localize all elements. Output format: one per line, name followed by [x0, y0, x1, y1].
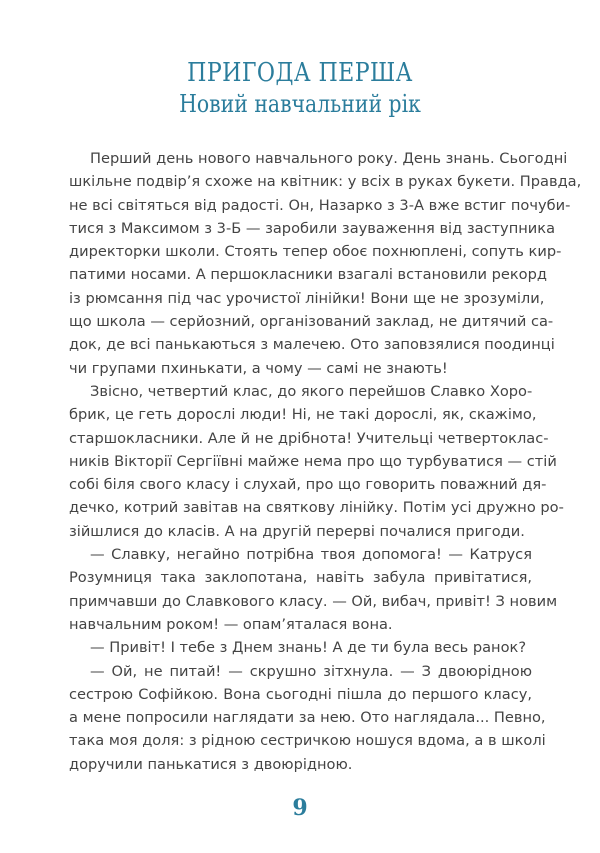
- paragraph: [69, 147, 582, 380]
- text-line: із рюмсання під час урочистої лінійки! Вони ще не зрозуміли,: [69, 289, 545, 307]
- body-text: [69, 147, 582, 776]
- text-line: зійшлися до класів. А на другій перерві почалися пригоди.: [69, 522, 525, 540]
- text-line: дечко, котрий завітав на святкову лінійку. Потім усі дружно ро-: [69, 499, 564, 517]
- text-line: — Привіт! І тебе з Днем знань! А де ти була весь ранок?: [90, 639, 527, 657]
- paragraph: [69, 636, 532, 659]
- chapter-subtitle: Новий навчальний рік: [179, 90, 421, 118]
- text-line: тися з Максимом з 3-Б — заробили зауваження від заступника: [69, 219, 556, 237]
- text-line: директорки школи. Стоять тепер обоє похнюплені, сопуть кир-: [69, 243, 562, 261]
- text-line: брик, це геть дорослі люди! Ні, не такі дорослі, як, скажімо,: [69, 406, 537, 424]
- text-line: — Ой, не питай! — скрушно зітхнула. — З двоюрідною: [90, 662, 532, 680]
- text-line: не всі світяться від радості. Он, Назарко з 3-А вже встиг почуби-: [69, 196, 571, 214]
- text-line: Звісно, четвертий клас, до якого перейшов Славко Хоро-: [90, 382, 533, 400]
- text-line: що школа — серйозний, організований заклад, не дитячий са-: [69, 313, 554, 331]
- text-line: примчавши до Славкового класу. — Ой, вибач, привіт! З новим: [69, 592, 558, 610]
- text-line: доручили панькатися з двоюрідною.: [69, 755, 353, 773]
- text-line: чи групами пхинькати, а чому — самі не знають!: [69, 359, 448, 377]
- paragraph: [69, 543, 558, 636]
- paragraph: [69, 660, 546, 776]
- text-line: така моя доля: з рідною сестричкою ношуся вдома, а в школі: [69, 732, 546, 750]
- text-line: — Славку, негайно потрібна твоя допомога! — Катруся: [90, 546, 532, 564]
- paragraph: [69, 380, 564, 543]
- text-line: старшокласники. Але й не дрібнота! Учительці четвертоклас-: [69, 429, 549, 447]
- page-number: 9: [292, 795, 308, 821]
- text-line: патими носами. А першокласники взагалі встановили рекорд: [69, 266, 547, 284]
- text-line: Перший день нового навчального року. День знань. Сьогодні: [90, 150, 568, 167]
- text-line: Розумниця така заклопотана, навіть забула привітатися,: [69, 569, 532, 587]
- chapter-title: ПРИГОДА ПЕРША: [187, 58, 413, 88]
- text-line: собі біля свого класу і слухай, про що говорить поважний дя-: [69, 476, 547, 494]
- text-line: ників Вікторії Сергіївні майже нема про що турбуватися — стій: [69, 452, 557, 470]
- text-line: шкільне подвір’я схоже на квітник: у всіх в руках букети. Правда,: [69, 173, 582, 191]
- text-line: а мене попросили наглядати за нею. Ото наглядала... Певно,: [69, 709, 546, 727]
- text-line: навчальним роком! — опам’яталася вона.: [69, 615, 393, 633]
- text-line: сестрою Софійкою. Вона сьогодні пішла до першого класу,: [69, 685, 532, 703]
- text-line: док, де всі панькаються з малечею. Ото заповзялися поодинці: [69, 336, 555, 354]
